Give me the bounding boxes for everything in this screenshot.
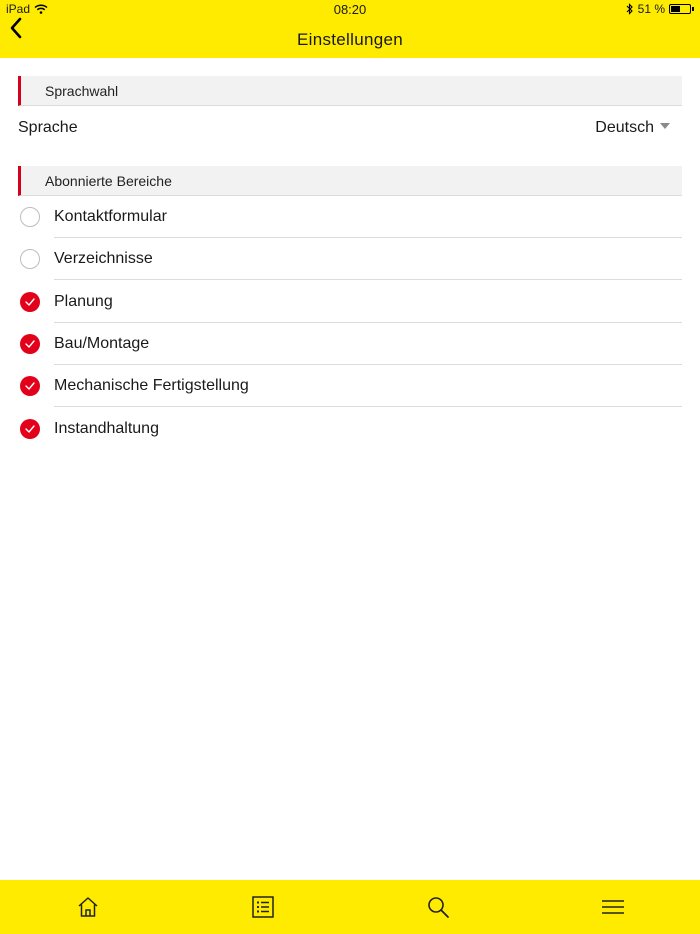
checkmark-icon[interactable] — [20, 419, 40, 439]
subscription-item[interactable] — [18, 196, 682, 238]
status-right — [626, 2, 694, 16]
caret-down-icon — [660, 123, 670, 129]
language-label: Sprache — [18, 119, 78, 136]
section-header-subscriptions — [18, 166, 682, 196]
page-title: Einstellungen — [297, 30, 403, 49]
battery-percent: 51 % — [637, 2, 665, 16]
subscription-item[interactable] — [18, 238, 682, 280]
device-name: iPad — [6, 2, 31, 16]
subscription-item[interactable] — [18, 365, 682, 407]
battery-cap — [692, 7, 694, 11]
checkmark-icon[interactable] — [20, 334, 40, 354]
tab-list[interactable] — [248, 892, 278, 922]
checkmark-icon[interactable] — [20, 376, 40, 396]
tab-home[interactable] — [73, 892, 103, 922]
tab-search[interactable] — [423, 892, 453, 922]
section-header-language — [18, 76, 682, 106]
home-icon — [76, 895, 100, 919]
language-value: Deutsch — [595, 119, 654, 136]
tab-menu[interactable] — [598, 892, 628, 922]
search-icon — [426, 895, 450, 919]
subscription-label: Bau/Montage — [54, 335, 150, 352]
checkmark-icon[interactable] — [20, 292, 40, 312]
top-header — [0, 0, 700, 58]
radio-icon[interactable] — [20, 249, 40, 269]
bottom-tab-bar — [0, 880, 700, 934]
subscription-label: Verzeichnisse — [54, 250, 153, 267]
radio-icon[interactable] — [20, 207, 40, 227]
subscription-item[interactable] — [18, 408, 682, 450]
subscription-item[interactable] — [18, 323, 682, 365]
section-heading-subscriptions: Abonnierte Bereiche — [45, 173, 172, 189]
subscription-item[interactable] — [18, 281, 682, 323]
menu-icon — [601, 895, 625, 919]
row-divider — [54, 279, 682, 280]
list-icon — [251, 895, 275, 919]
status-time: 08:20 — [333, 2, 367, 17]
section-heading-language: Sprachwahl — [45, 83, 119, 99]
row-divider — [54, 406, 682, 407]
language-select[interactable] — [18, 106, 682, 150]
subscription-label: Planung — [54, 293, 113, 310]
battery-fill — [671, 6, 680, 12]
subscription-label: Mechanische Fertigstellung — [54, 377, 249, 394]
subscription-label: Kontaktformular — [54, 208, 167, 225]
bluetooth-icon — [626, 3, 634, 15]
subscription-label: Instandhaltung — [54, 420, 159, 437]
battery-icon — [669, 4, 691, 14]
